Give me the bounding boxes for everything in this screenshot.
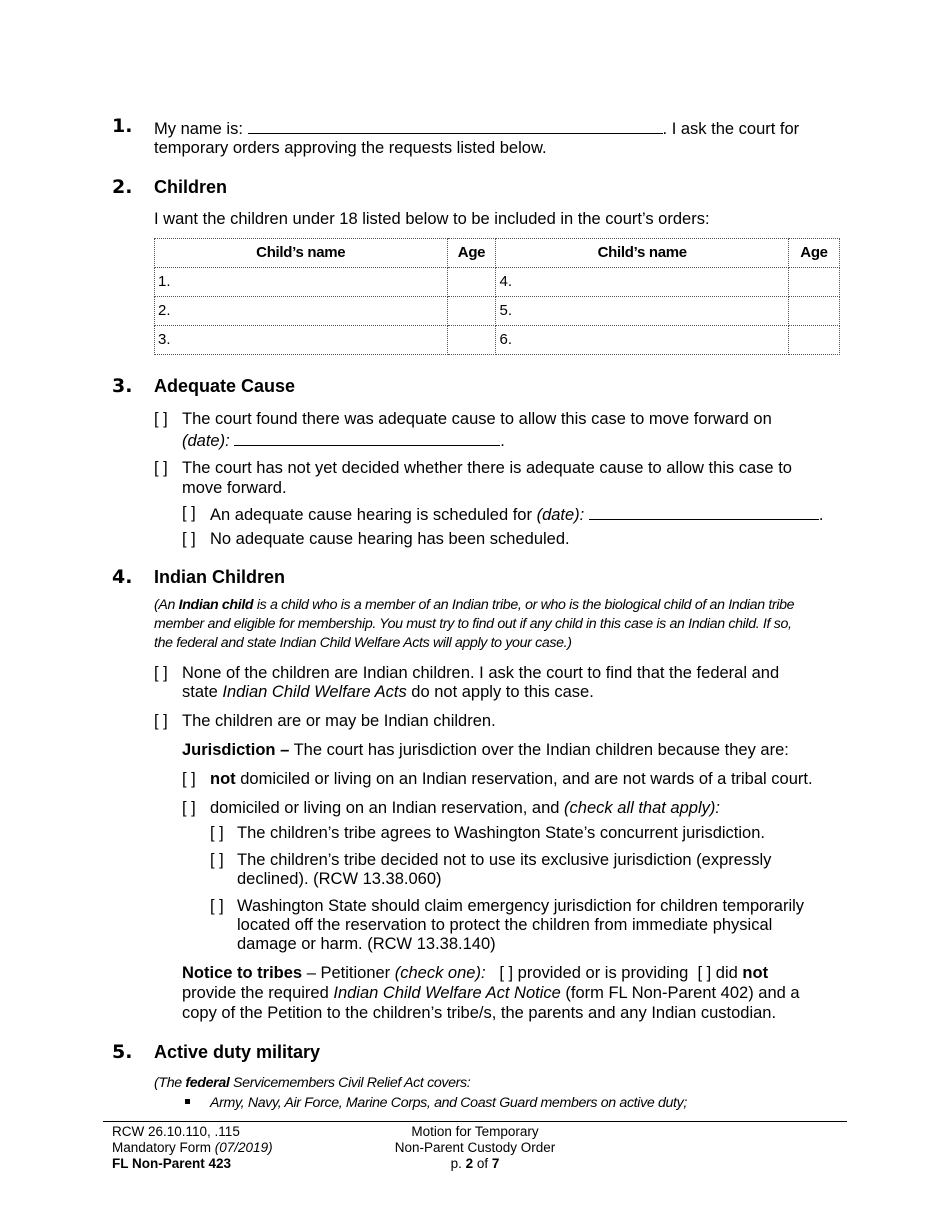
text: – Petitioner — [302, 964, 395, 982]
indian-child-note-2: member and eligible for membership. You must try to find out if any child in this case is an Indian child. If so, — [154, 616, 792, 632]
text: provided or is providing — [517, 964, 689, 982]
children-table — [154, 238, 840, 355]
check-all-text: (check all that apply): — [564, 799, 720, 817]
footer-rcw: RCW 26.10.110, .115 — [112, 1124, 240, 1139]
hearing-scheduled-checkbox[interactable]: [ ] — [182, 504, 196, 522]
emergency-text-3: damage or harm. (RCW 13.38.140) — [237, 935, 496, 953]
child-name-cell[interactable]: 1. — [155, 268, 448, 297]
emergency-text-2: located off the reservation to protect the children from immediate physical — [237, 916, 773, 934]
table-header: Child’s name — [155, 239, 448, 268]
date-label: (date): — [536, 506, 585, 524]
date-label: (date): — [182, 432, 230, 450]
child-age-cell[interactable] — [789, 326, 840, 355]
not-domiciled-checkbox[interactable]: [ ] — [182, 770, 196, 788]
notice-label: Notice to tribes — [182, 964, 303, 982]
indian-child-note-3: the federal and state Indian Child Welfare Acts will apply to your case.) — [154, 635, 572, 651]
not-decided-checkbox[interactable]: [ ] — [154, 459, 168, 477]
adequate-cause-heading: Adequate Cause — [154, 376, 296, 396]
section-4-number: 4. — [112, 566, 133, 588]
section-1-number: 1. — [112, 115, 133, 137]
no-hearing-checkbox[interactable]: [ ] — [182, 530, 196, 548]
name-line — [154, 117, 799, 139]
domiciled-text — [210, 798, 720, 818]
not-domiciled-text — [210, 769, 813, 789]
not-bold: not — [210, 770, 236, 788]
child-name-cell[interactable]: 3. — [155, 326, 448, 355]
notice-provided-checkbox[interactable]: [ ] — [499, 964, 514, 982]
adequate-cause-date-field[interactable] — [234, 429, 500, 446]
page-current: 2 — [465, 1156, 474, 1171]
child-age-cell[interactable] — [447, 297, 496, 326]
child-age-cell[interactable] — [789, 297, 840, 326]
not-decided-text-2: move forward. — [182, 479, 287, 497]
check-one-text: (check one): — [394, 964, 486, 982]
child-age-cell[interactable] — [447, 326, 496, 355]
text: (The — [154, 1075, 186, 1091]
adequate-cause-found-checkbox[interactable]: [ ] — [154, 410, 168, 428]
adequate-cause-found-text: The court found there was adequate cause to allow this case to move forward on — [182, 410, 772, 428]
text: state — [182, 683, 223, 701]
text: did — [715, 964, 743, 982]
name-field[interactable] — [248, 117, 663, 134]
none-indian-text: None of the children are Indian children. I ask the court to find that the federal and — [182, 664, 780, 682]
jurisdiction-label: Jurisdiction – — [182, 741, 290, 759]
no-hearing-text: No adequate cause hearing has been scheduled. — [210, 530, 570, 548]
text: p. — [450, 1156, 466, 1171]
note-text: (An — [154, 597, 179, 613]
domiciled-checkbox[interactable]: [ ] — [182, 799, 196, 817]
notice-line-3: copy of the Petition to the children’s tribe/s, the parents and any Indian custodian. — [182, 1004, 777, 1022]
page-total: 7 — [491, 1156, 500, 1171]
bullet-item — [185, 1094, 687, 1113]
emergency-text: Washington State should claim emergency jurisdiction for children temporarily — [237, 897, 805, 915]
scra-note — [154, 1074, 470, 1093]
text: Mandatory Form — [112, 1140, 215, 1155]
table-header: Age — [447, 239, 496, 268]
child-name-cell[interactable]: 6. — [496, 326, 789, 355]
footer-form-number: FL Non-Parent 423 — [112, 1156, 232, 1171]
children-intro: I want the children under 18 listed below to be included in the court’s orders: — [154, 210, 710, 228]
jurisdiction-line — [182, 740, 789, 760]
indian-child-note-1 — [154, 596, 794, 615]
hearing-scheduled-text: An adequate cause hearing is scheduled for — [210, 506, 532, 524]
text: do not apply to this case. — [406, 683, 594, 701]
table-header-row — [155, 239, 840, 268]
children-heading: Children — [154, 177, 228, 197]
section-2-number: 2. — [112, 176, 133, 198]
table-header: Child’s name — [496, 239, 789, 268]
adequate-cause-date-line: (date): . — [182, 429, 505, 451]
child-name-cell[interactable]: 4. — [496, 268, 789, 297]
declined-text-2: declined). (RCW 13.38.060) — [237, 870, 442, 888]
none-indian-text-2 — [182, 682, 594, 702]
child-name-cell[interactable]: 2. — [155, 297, 448, 326]
jurisdiction-text: The court has jurisdiction over the Indian children because they are: — [289, 741, 789, 759]
text: domiciled or living on an Indian reservation, and — [210, 799, 565, 817]
footer-title-1: Motion for Temporary — [411, 1124, 539, 1139]
name-label: My name is: — [154, 120, 243, 138]
footer-title-2: Non-Parent Custody Order — [394, 1140, 556, 1155]
text: (form FL Non-Parent 402) and a — [560, 984, 800, 1002]
notice-line-1 — [182, 963, 768, 983]
note-text: is a child who is a member of an Indian tribe, or who is the biological child of an Indian tribe — [253, 597, 795, 613]
notice-form-name: Indian Child Welfare Act Notice — [333, 984, 561, 1002]
section-3-number: 3. — [112, 375, 133, 397]
child-age-cell[interactable] — [789, 268, 840, 297]
federal-bold: federal — [185, 1075, 230, 1091]
emergency-checkbox[interactable]: [ ] — [210, 897, 224, 915]
footer-page-number — [375, 1156, 575, 1172]
may-be-indian-checkbox[interactable]: [ ] — [154, 712, 168, 730]
bullet-text: Army, Navy, Air Force, Marine Corps, and Coast Guard members on active duty; — [210, 1095, 687, 1111]
text: of — [473, 1156, 492, 1171]
section-5-number: 5. — [112, 1041, 133, 1063]
table-header: Age — [789, 239, 840, 268]
notice-not-provided-checkbox[interactable]: [ ] — [697, 964, 712, 982]
act-name: Indian Child Welfare Acts — [222, 683, 407, 701]
footer-mandatory-form — [112, 1140, 273, 1156]
text: Servicemembers Civil Relief Act covers: — [229, 1075, 471, 1091]
footer-divider — [103, 1121, 847, 1122]
concurrent-checkbox[interactable]: [ ] — [210, 824, 224, 842]
note-bold: Indian child — [178, 597, 254, 613]
bullet-icon — [185, 1099, 190, 1104]
declined-checkbox[interactable]: [ ] — [210, 851, 224, 869]
hearing-scheduled-line: An adequate cause hearing is scheduled for (date): . — [210, 503, 823, 525]
text: domiciled or living on an Indian reservation, and are not wards of a tribal court. — [235, 770, 813, 788]
table-row — [155, 297, 840, 326]
table-row — [155, 268, 840, 297]
child-name-cell[interactable]: 5. — [496, 297, 789, 326]
child-age-cell[interactable] — [447, 268, 496, 297]
text: provide the required — [182, 984, 334, 1002]
concurrent-text: The children’s tribe agrees to Washington State’s concurrent jurisdiction. — [237, 824, 765, 842]
not-decided-text: The court has not yet decided whether there is adequate cause to allow this case to — [182, 459, 792, 477]
declined-text: The children’s tribe decided not to use its exclusive jurisdiction (expressly — [237, 851, 772, 869]
notice-line-2 — [182, 983, 800, 1003]
not-bold: not — [742, 964, 769, 982]
active-duty-heading: Active duty military — [154, 1042, 321, 1062]
indian-children-heading: Indian Children — [154, 567, 286, 587]
form-date: (07/2019) — [214, 1140, 273, 1155]
table-row — [155, 326, 840, 355]
may-be-indian-text: The children are or may be Indian children. — [182, 712, 496, 730]
temporary-orders-text: temporary orders approving the requests listed below. — [154, 139, 547, 157]
none-indian-checkbox[interactable]: [ ] — [154, 664, 168, 682]
hearing-date-field[interactable] — [589, 503, 819, 520]
name-after: . I ask the court for — [662, 120, 800, 138]
